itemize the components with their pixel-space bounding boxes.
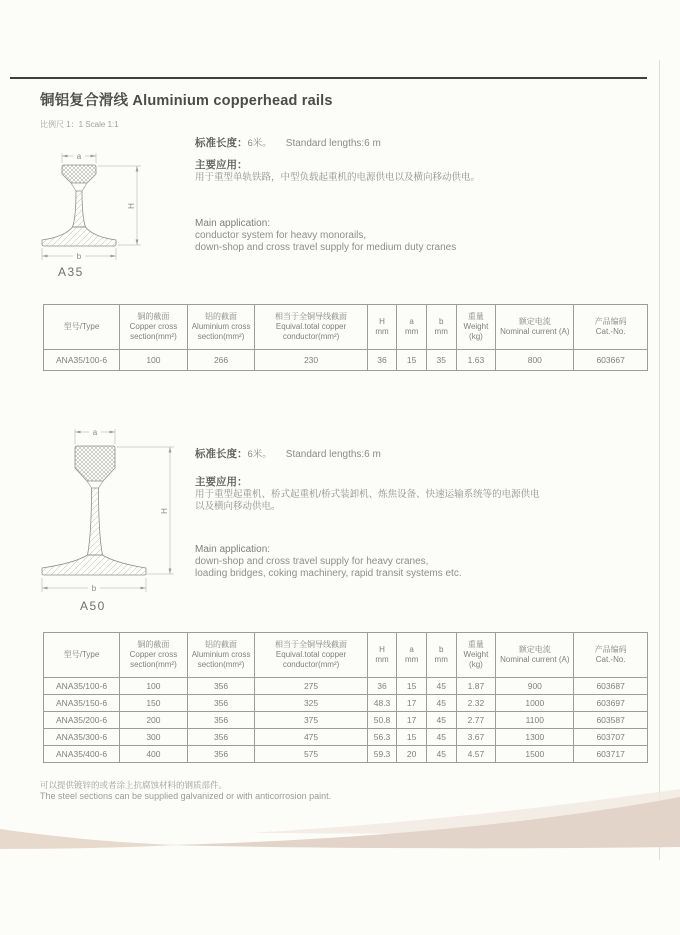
header-equival-copper: 相当于全铜导线截面 Equival.total copper conductor(mm²)	[255, 305, 367, 350]
section1-standard-length	[195, 133, 655, 151]
table-cell: 17	[397, 695, 427, 712]
table-row	[44, 746, 648, 763]
header-a: a mm	[397, 305, 427, 350]
section1-application-zh: 用于重型单轨铁路，中型负载起重机的电源供电以及横向移动供电。	[195, 172, 481, 183]
section2-application-zh-line1: 用于重型起重机、桥式起重机/桥式装卸机、炼焦设备、快速运输系统等的电源供电	[195, 489, 540, 500]
footer-note-en: The steel sections can be supplied galvanized or with anticorrosion paint.	[40, 791, 332, 801]
standard-length-label: 标准长度：	[195, 448, 248, 460]
table-cell: 603717	[574, 746, 648, 763]
table-cell: 300	[120, 729, 188, 746]
footer-wave	[0, 783, 680, 935]
table-cell: 45	[426, 729, 456, 746]
table-cell: 100	[120, 678, 188, 695]
section1-application-en-line2: down-shop and cross travel supply for medium duty cranes	[195, 242, 457, 253]
header-equival-copper: 相当于全铜导线截面 Equival.total copper conductor(mm²)	[255, 633, 367, 678]
table-cell: 325	[255, 695, 367, 712]
table-cell: ANA35/100-6	[44, 678, 120, 695]
model-label-a50: A50	[80, 599, 106, 613]
dim-label-b: b	[91, 583, 97, 593]
table-cell: 275	[255, 678, 367, 695]
table-row	[44, 695, 648, 712]
table-cell: 50.8	[367, 712, 397, 729]
model-label-a35: A35	[58, 265, 84, 279]
spec-table-a50	[43, 632, 648, 763]
table-cell: 15	[397, 678, 427, 695]
section2-application-en-line1: down-shop and cross travel supply for heavy cranes,	[195, 556, 429, 567]
table-cell: 1.63	[456, 350, 496, 371]
table-cell: 1100	[496, 712, 574, 729]
table-cell: 356	[187, 746, 255, 763]
table-cell: 375	[255, 712, 367, 729]
table-cell: 900	[496, 678, 574, 695]
table-header-row	[44, 633, 648, 678]
table-cell: 200	[120, 712, 188, 729]
table-cell: 266	[187, 350, 255, 371]
table-cell: 4.57	[456, 746, 496, 763]
table-header-row	[44, 305, 648, 350]
page-edge-line	[659, 60, 660, 860]
table-cell: 356	[187, 695, 255, 712]
header-weight: 重量 Weight (kg)	[456, 633, 496, 678]
table-cell: 45	[426, 678, 456, 695]
table-cell: 15	[397, 350, 427, 371]
a35-rail-diagram	[40, 150, 186, 266]
table-cell: 2.77	[456, 712, 496, 729]
standard-length-value: 6米。	[247, 138, 272, 149]
header-b: b mm	[426, 305, 456, 350]
table-cell: 603587	[574, 712, 648, 729]
header-nominal-current: 额定电流 Nominal current (A)	[496, 633, 574, 678]
table-cell: 48.3	[367, 695, 397, 712]
table-cell: 56.3	[367, 729, 397, 746]
standard-length-en: Standard lengths:6 m	[285, 138, 381, 149]
dim-label-a: a	[92, 427, 98, 437]
a50-rail-diagram	[40, 424, 180, 600]
header-nominal-current: 额定电流 Nominal current (A)	[496, 305, 574, 350]
table-cell: 150	[120, 695, 188, 712]
table-cell: 35	[426, 350, 456, 371]
footer-note-zh: 可以提供镀锌的或者涂上抗腐蚀材料的钢质部件。	[40, 780, 228, 790]
section1-application-en-line1: conductor system for heavy monorails,	[195, 230, 367, 241]
dim-label-h: H	[160, 508, 169, 514]
table-cell: 603697	[574, 695, 648, 712]
table-cell: 45	[426, 746, 456, 763]
table-cell: ANA35/200-6	[44, 712, 120, 729]
page-title: 铜铝复合滑线 Aluminium copperhead rails	[40, 93, 333, 109]
section2-standard-length	[195, 444, 655, 462]
table-cell: 1500	[496, 746, 574, 763]
scale-note: 比例尺 1：1 Scale 1:1	[40, 120, 119, 129]
section2-application-heading-en: Main application:	[195, 544, 271, 555]
table-cell: ANA35/300-6	[44, 729, 120, 746]
table-cell: 603687	[574, 678, 648, 695]
table-cell: 45	[426, 712, 456, 729]
table-cell: ANA35/100-6	[44, 350, 120, 371]
dim-label-b: b	[76, 251, 82, 261]
table-cell: 17	[397, 712, 427, 729]
table-cell: 356	[187, 729, 255, 746]
table-cell: ANA35/400-6	[44, 746, 120, 763]
table-cell: 356	[187, 712, 255, 729]
section2-application-heading-zh: 主要应用：	[195, 476, 248, 488]
table-cell: 603667	[574, 350, 648, 371]
section1-application-heading-en: Main application:	[195, 218, 271, 229]
table-cell: 400	[120, 746, 188, 763]
table-row	[44, 712, 648, 729]
header-cat-no: 产品编码 Cat.-No.	[574, 633, 648, 678]
header-b: b mm	[426, 633, 456, 678]
section2-application-zh-line2: 以及横向移动供电。	[195, 501, 281, 512]
table-cell: 603707	[574, 729, 648, 746]
table-cell: 1.87	[456, 678, 496, 695]
table-cell: 2.32	[456, 695, 496, 712]
table-row	[44, 729, 648, 746]
header-h: H mm	[367, 633, 397, 678]
table-cell: 1000	[496, 695, 574, 712]
table-cell: 475	[255, 729, 367, 746]
header-type: 型号/Type	[44, 305, 120, 350]
header-copper-section: 铜的截面 Copper cross section(mm²)	[120, 305, 188, 350]
table-cell: 45	[426, 695, 456, 712]
header-weight: 重量 Weight (kg)	[456, 305, 496, 350]
top-rule	[10, 77, 647, 79]
table-cell: 36	[367, 678, 397, 695]
standard-length-value: 6米。	[247, 449, 272, 460]
table-cell: 3.67	[456, 729, 496, 746]
standard-length-label: 标准长度：	[195, 137, 248, 149]
table-cell: 1300	[496, 729, 574, 746]
header-aluminium-section: 铝的截面 Aluminium cross section(mm²)	[187, 305, 255, 350]
dim-label-h: H	[127, 203, 136, 209]
table-cell: ANA35/150-6	[44, 695, 120, 712]
table-cell: 230	[255, 350, 367, 371]
table-cell: 15	[397, 729, 427, 746]
section2-application-en-line2: loading bridges, coking machinery, rapid transit systems etc.	[195, 568, 462, 579]
standard-length-en: Standard lengths:6 m	[285, 449, 381, 460]
dim-label-a: a	[76, 151, 82, 161]
table-cell: 100	[120, 350, 188, 371]
header-a: a mm	[397, 633, 427, 678]
header-type: 型号/Type	[44, 633, 120, 678]
table-cell: 356	[187, 678, 255, 695]
table-row	[44, 350, 648, 371]
header-copper-section: 铜的截面 Copper cross section(mm²)	[120, 633, 188, 678]
table-cell: 59.3	[367, 746, 397, 763]
header-h: H mm	[367, 305, 397, 350]
section1-application-heading-zh: 主要应用：	[195, 159, 248, 171]
header-cat-no: 产品编码 Cat.-No.	[574, 305, 648, 350]
table-cell: 36	[367, 350, 397, 371]
table-row	[44, 678, 648, 695]
table-cell: 575	[255, 746, 367, 763]
header-aluminium-section: 铝的截面 Aluminium cross section(mm²)	[187, 633, 255, 678]
table-cell: 20	[397, 746, 427, 763]
table-cell: 800	[496, 350, 574, 371]
spec-table-a35	[43, 304, 648, 371]
